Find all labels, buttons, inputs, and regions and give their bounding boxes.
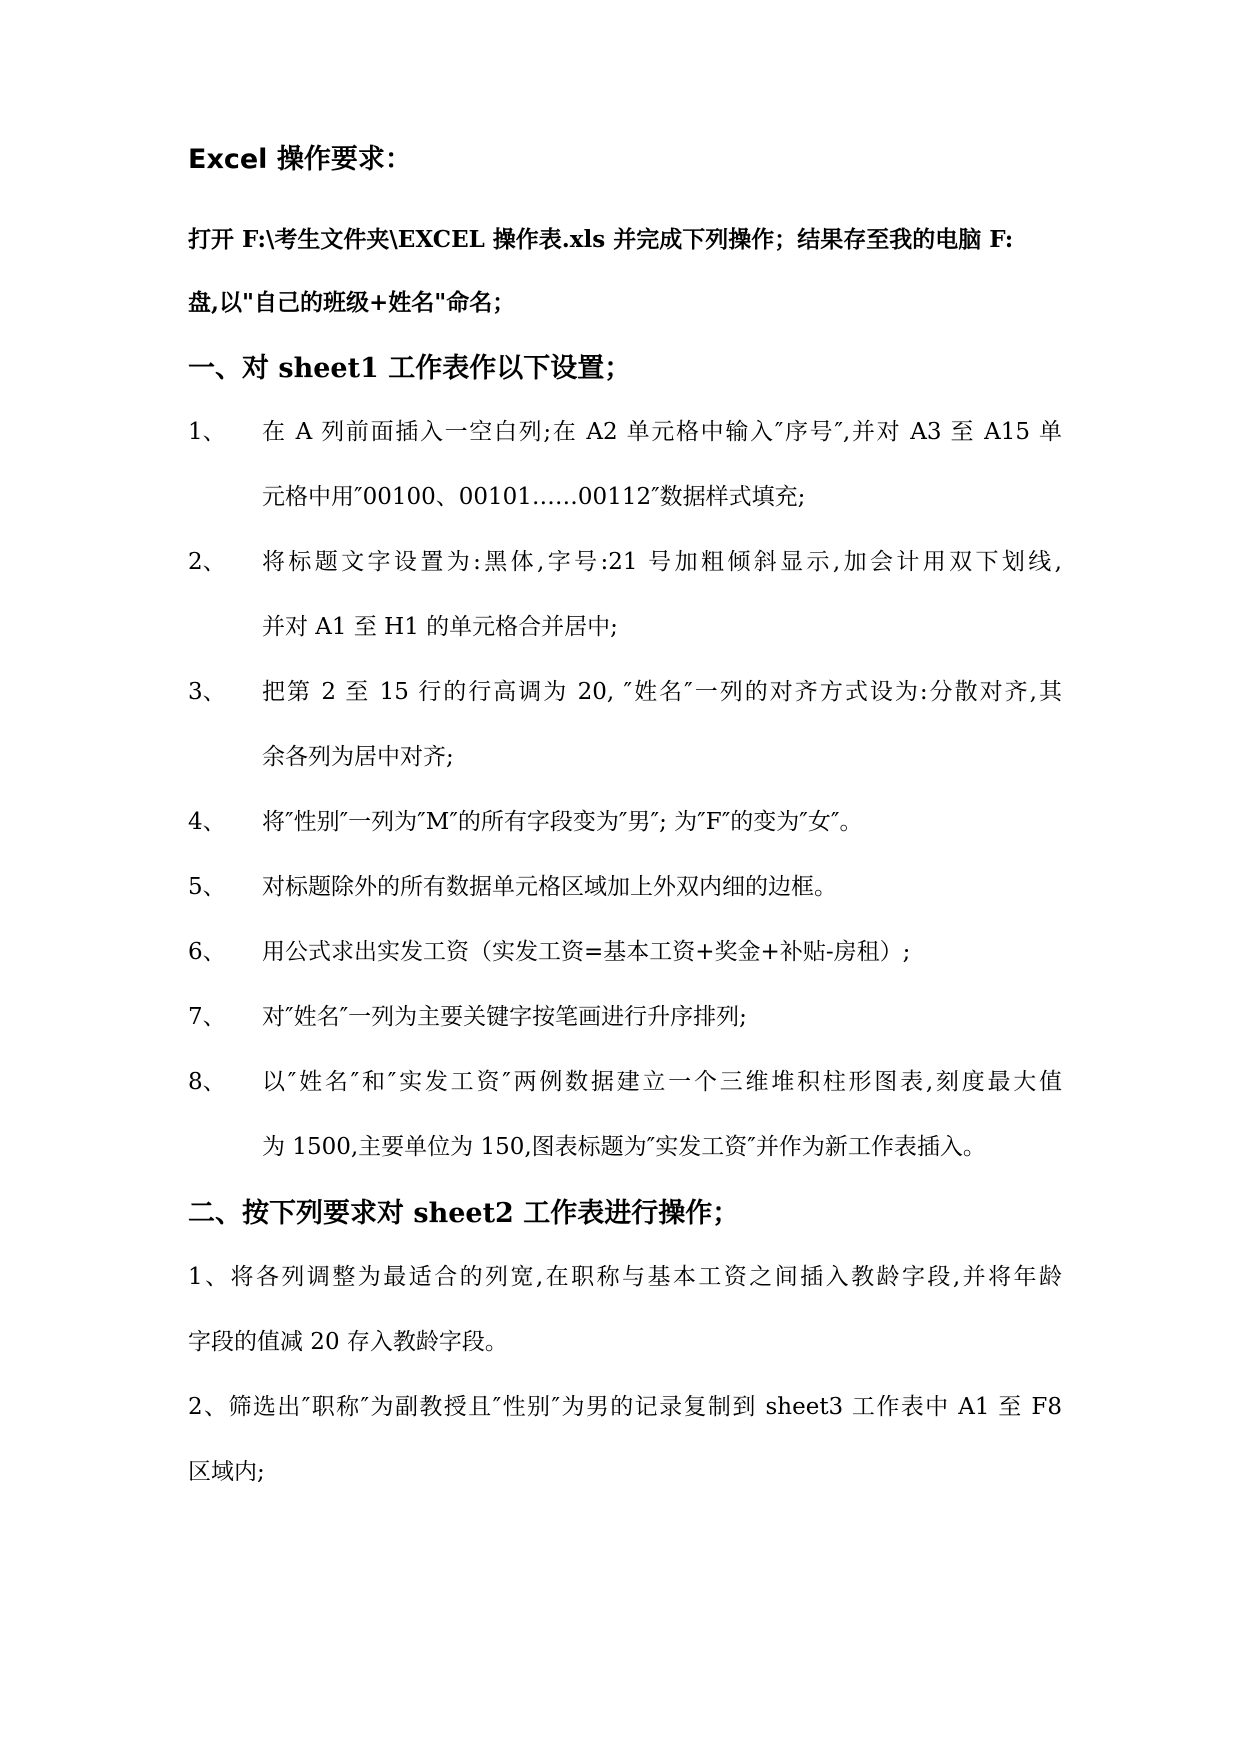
item-number: 1、 — [188, 419, 226, 445]
section2-item-2-line-2: 区域内; — [188, 1459, 265, 1485]
item-8-line-1: 以″姓名″和″实发工资″两例数据建立一个三维堆积柱形图表,刻度最大值 — [262, 1069, 1062, 1095]
item-4-line-1: 将″性别″一列为″M″的所有字段变为″男″; 为″F″的变为″女″。 — [262, 809, 863, 835]
intro-line-1: 打开 F:\考生文件夹\EXCEL 操作表.xls 并完成下列操作；结果存至我的电脑 F: — [188, 226, 1014, 253]
item-number: 3、 — [188, 679, 226, 705]
item-number: 4、 — [188, 809, 226, 835]
item-number: 2、 — [188, 549, 226, 575]
item-2-line-1: 将标题文字设置为:黑体,字号:21 号加粗倾斜显示,加会计用双下划线, — [262, 549, 1062, 575]
item-6-line-1: 用公式求出实发工资（实发工资=基本工资+奖金+补贴-房租）; — [262, 939, 911, 965]
item-number: 8、 — [188, 1069, 226, 1095]
section2-item-2-line-1: 2、筛选出″职称″为副教授且″性别″为男的记录复制到 sheet3 工作表中 A1 至 F8 — [188, 1394, 1062, 1420]
item-5-line-1: 对标题除外的所有数据单元格区域加上外双内细的边框。 — [262, 874, 837, 900]
item-8-line-2: 为 1500,主要单位为 150,图表标题为″实发工资″并作为新工作表插入。 — [262, 1134, 986, 1160]
item-3-line-2: 余各列为居中对齐; — [262, 744, 454, 770]
item-number: 5、 — [188, 874, 226, 900]
item-7-line-1: 对″姓名″一列为主要关键字按笔画进行升序排列; — [262, 1004, 747, 1030]
section1-heading: 一、对 sheet1 工作表作以下设置； — [188, 353, 632, 384]
item-3-line-1: 把第 2 至 15 行的行高调为 20, ″姓名″一列的对齐方式设为:分散对齐,其 — [262, 679, 1062, 705]
section2-item-1-line-1: 1、将各列调整为最适合的列宽,在职称与基本工资之间插入教龄字段,并将年龄 — [188, 1264, 1062, 1290]
item-1-line-2: 元格中用″00100、00101……00112″数据样式填充; — [262, 484, 806, 510]
item-number: 7、 — [188, 1004, 226, 1030]
document-title: Excel 操作要求： — [188, 144, 412, 175]
intro-line-2: 盘,以"自己的班级+姓名"命名； — [188, 289, 516, 316]
section2-heading: 二、按下列要求对 sheet2 工作表进行操作； — [188, 1198, 740, 1229]
item-1-line-1: 在 A 列前面插入一空白列;在 A2 单元格中输入″序号″,并对 A3 至 A15 单 — [262, 419, 1062, 445]
section2-item-1-line-2: 字段的值减 20 存入教龄字段。 — [188, 1329, 508, 1355]
item-number: 6、 — [188, 939, 226, 965]
item-2-line-2: 并对 A1 至 H1 的单元格合并居中; — [262, 614, 618, 640]
